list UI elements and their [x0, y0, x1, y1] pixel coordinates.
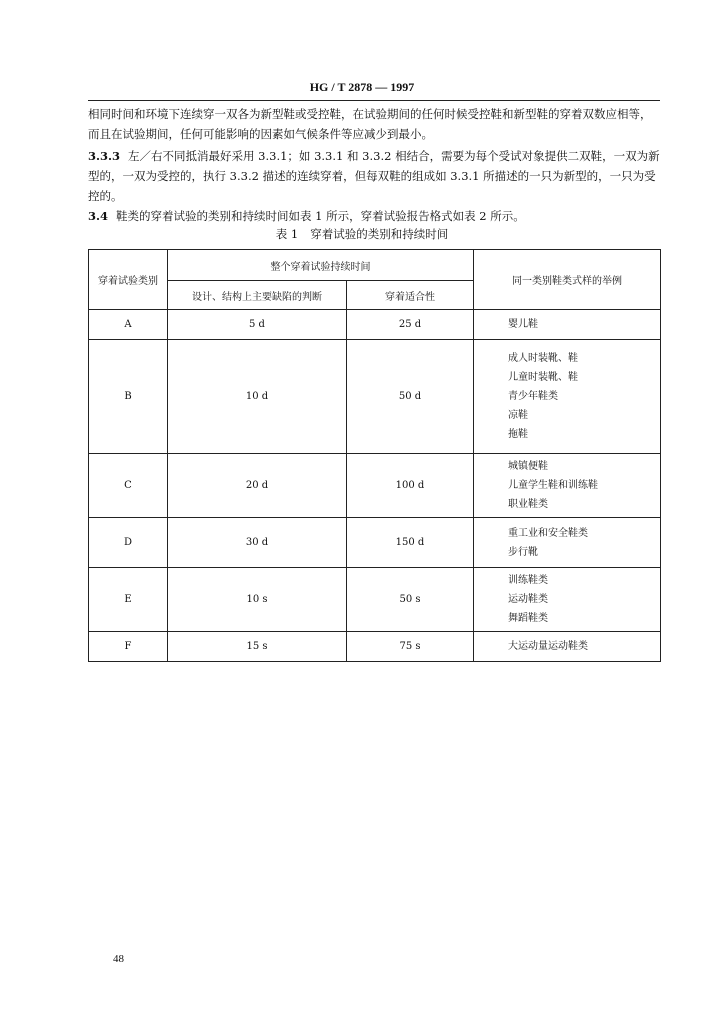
table-title: 穿着试验的类别和持续时间	[310, 227, 449, 241]
comfort-duration-cell: 25 d	[347, 310, 474, 340]
table-row	[89, 454, 661, 518]
example-item: 城镇便鞋	[508, 461, 548, 472]
wear-test-table	[88, 249, 661, 662]
example-item: 儿童时装靴、鞋	[508, 372, 578, 383]
clause-text: 鞋类的穿着试验的类别和持续时间如表 1 所示，穿着试验报告格式如表 2 所示。	[116, 209, 525, 223]
clause-text: 左／右不同抵消最好采用 3.3.1；如 3.3.1 和 3.3.2 相结合，需要为每个受试对象提供二双鞋，一双为新型的，一双为受控的，执行 3.3.2 描述的连续穿着，但每双鞋的组成如 3.3.1 所描述的一只为新型的，一只为受控的。	[88, 149, 660, 203]
document-header: HG / T 2878 — 1997	[309, 80, 415, 94]
example-item: 婴儿鞋	[508, 319, 538, 330]
design-duration-cell: 5 d	[168, 310, 347, 340]
table-number: 表 1	[275, 227, 299, 241]
category-cell: B	[89, 340, 168, 454]
category-cell: D	[89, 518, 168, 568]
example-item: 重工业和安全鞋类	[508, 527, 588, 539]
comfort-duration-cell: 50 d	[347, 340, 474, 454]
example-item: 运动鞋类	[508, 594, 548, 605]
table-caption	[0, 226, 724, 242]
design-duration-cell: 10 d	[168, 340, 347, 454]
example-item: 儿童学生鞋和训练鞋	[508, 480, 598, 491]
example-item: 青少年鞋类	[508, 391, 558, 402]
header-examples: 同一类别鞋类式样的举例	[474, 250, 661, 310]
category-cell: E	[89, 568, 168, 632]
example-item: 步行靴	[508, 546, 538, 558]
category-cell: F	[89, 632, 168, 662]
design-duration-cell: 15 s	[168, 632, 347, 662]
paragraph-3-3-3	[88, 146, 660, 206]
table-row	[89, 632, 661, 662]
header-rule	[88, 100, 660, 101]
table-row	[89, 568, 661, 632]
paragraph-3-4	[88, 206, 660, 226]
table-row	[89, 518, 661, 568]
example-item: 拖鞋	[508, 429, 528, 440]
example-item: 舞蹈鞋类	[508, 613, 548, 624]
examples-cell	[474, 568, 661, 632]
example-item: 训练鞋类	[508, 575, 548, 586]
example-item: 成人时装靴、鞋	[508, 353, 578, 364]
example-item: 职业鞋类	[508, 499, 548, 510]
page-number: 48	[113, 953, 124, 965]
example-item: 凉鞋	[508, 410, 528, 421]
header-design: 设计、结构上主要缺陷的判断	[168, 281, 347, 310]
comfort-duration-cell: 100 d	[347, 454, 474, 518]
design-duration-cell: 10 s	[168, 568, 347, 632]
category-cell: C	[89, 454, 168, 518]
examples-cell	[474, 340, 661, 454]
examples-cell	[474, 632, 661, 662]
header-category: 穿着试验类别	[89, 250, 168, 310]
design-duration-cell: 20 d	[168, 454, 347, 518]
example-item: 大运动量运动鞋类	[508, 641, 588, 652]
header-comfort: 穿着适合性	[347, 281, 474, 310]
comfort-duration-cell: 50 s	[347, 568, 474, 632]
examples-cell	[474, 454, 661, 518]
comfort-duration-cell: 150 d	[347, 518, 474, 568]
paragraph-continuation: 相同时间和环境下连续穿一双各为新型鞋或受控鞋，在试验期间的任何时候受控鞋和新型鞋的穿着双数应相等，而且在试验期间，任何可能影响的因素如气候条件等应减少到最小。	[88, 107, 652, 141]
table-row	[89, 310, 661, 340]
examples-cell	[474, 518, 661, 568]
clause-number: 3.4	[88, 209, 109, 223]
examples-cell	[474, 310, 661, 340]
comfort-duration-cell: 75 s	[347, 632, 474, 662]
header-duration-group: 整个穿着试验持续时间	[168, 250, 474, 281]
design-duration-cell: 30 d	[168, 518, 347, 568]
table-row	[89, 340, 661, 454]
category-cell: A	[89, 310, 168, 340]
clause-number: 3.3.3	[88, 149, 121, 163]
